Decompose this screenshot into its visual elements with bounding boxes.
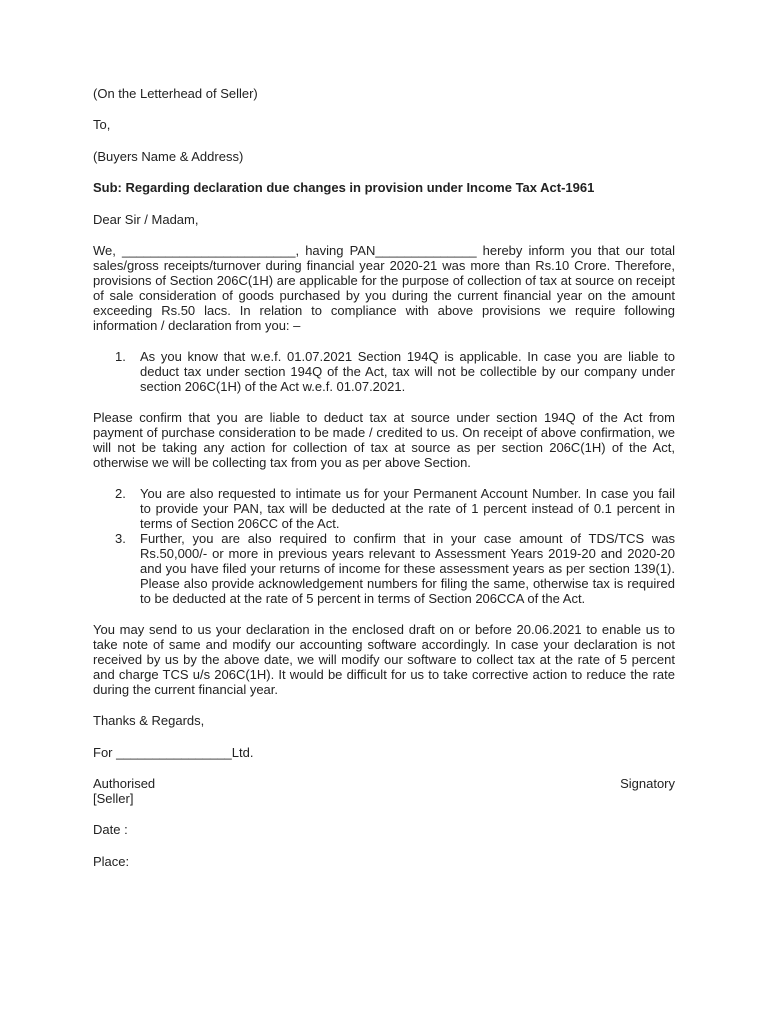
- place-label: Place:: [93, 853, 130, 869]
- signature-row: [93, 777, 675, 792]
- signatory-label: Signatory: [620, 775, 675, 791]
- list-item-text: Further, you are also required to confirm that in your case amount of TDS/TCS was Rs.50,000/- or more in previous years relevant to Assessment Years 2019-20 and 2020-20 and you have filed your returns of income for these assessment years as per section 139(1). Please also provide acknowledgement numbers for filing the same, otherwise tax is required to be deducted at the rate of 5 percent in terms of Section 206CCA of the Act.: [140, 531, 675, 606]
- closing-paragraph: You may send to us your declaration in the enclosed draft on or before 20.06.2021 to enable us to take note of same and modify our accounting software accordingly. In case your declaration is not received by us by the above date, we will modify our software to collect tax at the rate of 5 percent and charge TCS u/s 206C(1H). It would be difficult for us to take corrective action to reduce the rate during the current financial year.: [93, 622, 675, 697]
- list-item: [93, 350, 675, 395]
- subject-line: Sub: Regarding declaration due changes in provision under Income Tax Act-1961: [93, 180, 595, 196]
- thanks-line: Thanks & Regards,: [93, 713, 205, 729]
- confirm-paragraph: Please confirm that you are liable to deduct tax at source under section 194Q of the Act from payment of purchase consideration to be made / credited to us. On receipt of above confirmation, we will not be taking any action for collection of tax at source as per section 206C(1H) of the Act, otherwise we will be collecting tax from you as per above Section.: [93, 410, 675, 470]
- salutation: Dear Sir / Madam,: [93, 211, 199, 227]
- recipient-placeholder: (Buyers Name & Address): [93, 148, 244, 164]
- date-label: Date :: [93, 822, 128, 838]
- list-item-number: 1.: [115, 348, 126, 364]
- list-item-number: 2.: [115, 486, 126, 502]
- list-item: [93, 532, 675, 607]
- requirement-list-1: [93, 350, 675, 395]
- seller-label: [Seller]: [93, 790, 134, 806]
- list-item-text: You are also requested to intimate us for your Permanent Account Number. In case you fail to provide your PAN, tax will be deducted at the rate of 1 percent instead of 0.1 percent in terms of Section 206CC of the Act.: [140, 486, 675, 532]
- requirement-list-2: [93, 487, 675, 606]
- intro-paragraph: We, ________________________, having PAN______________ hereby inform you that our total sales/gross receipts/turnover during financial year 2020-21 was more than Rs.10 Crore. Therefore, provisions of Section 206C(1H) are applicable for the purpose of collection of tax at source on receipt of sale consideration of goods purchased by you during the current financial year on the amount exceeding Rs.50 lacs. In relation to compliance with above provisions we require following information / declaration from you: –: [93, 243, 675, 333]
- to-line: To,: [93, 117, 111, 133]
- for-company-line: For ________________Ltd.: [93, 744, 254, 760]
- list-item: [93, 487, 675, 532]
- list-item-number: 3.: [115, 531, 126, 547]
- signature-block: [93, 777, 675, 807]
- letterhead-note: (On the Letterhead of Seller): [93, 86, 258, 101]
- authorised-label: Authorised: [93, 775, 156, 791]
- letter-page: [93, 87, 675, 886]
- list-item-text: As you know that w.e.f. 01.07.2021 Section 194Q is applicable. In case you are liable to deduct tax under section 194Q of the Act, tax will not be collectible by our company under section 206C(1H) of the Act w.e.f. 01.07.2021.: [140, 348, 675, 394]
